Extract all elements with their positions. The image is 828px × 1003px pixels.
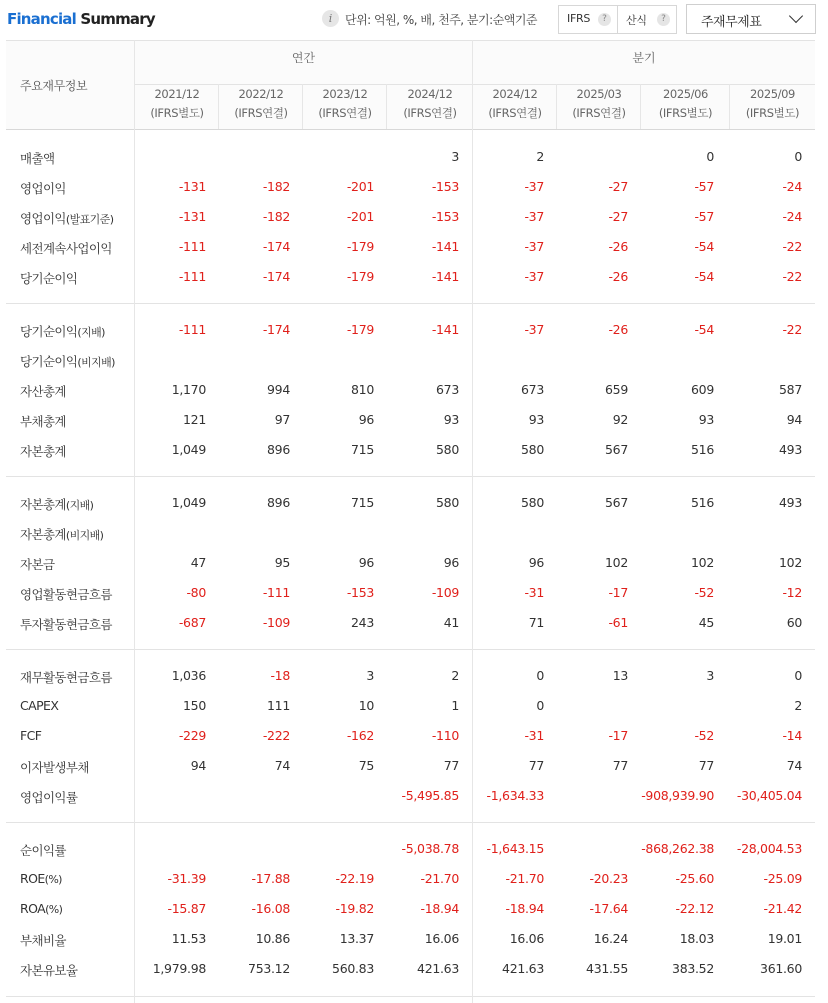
table-cell: 93 (698, 412, 714, 427)
table-cell: -52 (694, 728, 714, 743)
row-divider (6, 822, 815, 823)
row-label-text: 영업활동현금흐름 (20, 587, 112, 602)
table-cell: -182 (262, 209, 290, 224)
table-cell: -111 (262, 585, 290, 600)
row-label (20, 382, 66, 400)
table-cell: -22.12 (675, 901, 714, 916)
table-cell: 74 (786, 758, 802, 773)
financial-summary-table (6, 40, 815, 1003)
row-label (20, 615, 112, 633)
table-cell: 431.55 (586, 961, 628, 976)
table-cell: 1,049 (171, 495, 206, 510)
table-cell: 715 (351, 442, 374, 457)
row-label-text: 당기순이익 (20, 324, 78, 339)
table-cell: 11.53 (171, 931, 206, 946)
row-label (20, 871, 62, 886)
row-label-text: ROE (20, 871, 45, 886)
table-cell: -687 (178, 615, 206, 630)
table-cell: 896 (267, 495, 290, 510)
table-cell: -5,495.85 (401, 788, 459, 803)
table-cell: -109 (262, 615, 290, 630)
column-header[interactable] (219, 85, 303, 123)
row-label (20, 412, 66, 430)
table-cell: 95 (274, 555, 290, 570)
table-cell: -179 (346, 269, 374, 284)
row-label (20, 841, 66, 859)
row-label-suffix: (%) (45, 903, 63, 916)
table-cell: -111 (178, 269, 206, 284)
table-cell: -37 (524, 179, 544, 194)
row-label-text: 당기순이익 (20, 271, 78, 286)
table-cell: 3 (451, 149, 459, 164)
table-cell: 994 (267, 382, 290, 397)
table-cell: 92 (612, 412, 628, 427)
help-icon[interactable]: ? (598, 13, 611, 26)
table-cell: 0 (794, 149, 802, 164)
table-cell: -229 (178, 728, 206, 743)
table-cell: 77 (528, 758, 544, 773)
table-cell: 580 (436, 495, 459, 510)
table-cell: 75 (358, 758, 374, 773)
table-cell: 0 (536, 668, 544, 683)
group-annual-label: 연간 (291, 51, 316, 65)
table-cell: 111 (267, 698, 290, 713)
table-cell: 77 (698, 758, 714, 773)
table-cell: -1,634.33 (486, 788, 544, 803)
table-cell: 383.52 (672, 961, 714, 976)
table-cell: -201 (346, 209, 374, 224)
table-cell: -17 (608, 585, 628, 600)
table-cell: -17 (608, 728, 628, 743)
column-period: 2024/12 (407, 87, 453, 101)
chevron-down-icon (789, 9, 803, 23)
table-cell: -174 (262, 239, 290, 254)
table-cell: -57 (694, 209, 714, 224)
table-cell: -21.42 (763, 901, 802, 916)
table-cell: -24 (782, 179, 802, 194)
table-cell: -20.23 (589, 871, 628, 886)
table-cell: -908,939.90 (641, 788, 714, 803)
row-label (20, 931, 66, 949)
row-label (20, 525, 103, 543)
table-cell: 361.60 (760, 961, 802, 976)
row-label-text: 재무활동현금흐름 (20, 670, 112, 685)
row-label-text: 자산총계 (20, 384, 66, 399)
column-period: 2021/12 (154, 87, 200, 101)
unit-text: 단위: 억원, %, 배, 천주, 분기:순액기준 (345, 13, 538, 27)
table-cell: 715 (351, 495, 374, 510)
table-cell: 13.37 (339, 931, 374, 946)
formula-toggle-button[interactable] (618, 5, 677, 34)
table-cell: 493 (779, 495, 802, 510)
table-cell: 587 (779, 382, 802, 397)
table-cell: 47 (190, 555, 206, 570)
row-divider (6, 996, 815, 997)
table-cell: -25.09 (763, 871, 802, 886)
row-label (20, 758, 89, 776)
table-cell: 96 (358, 555, 374, 570)
row-label (20, 209, 113, 227)
ifrs-label: IFRS (567, 12, 590, 25)
title-highlight: Financial (7, 10, 76, 28)
table-cell: 0 (706, 149, 714, 164)
table-cell: -26 (608, 322, 628, 337)
column-basis: (IFRS연결) (572, 106, 626, 120)
column-divider (134, 40, 135, 1003)
table-cell: -22 (782, 269, 802, 284)
table-cell: 2 (451, 668, 459, 683)
table-cell: 93 (528, 412, 544, 427)
table-cell: 1 (451, 698, 459, 713)
table-cell: 0 (794, 668, 802, 683)
row-label (20, 269, 77, 287)
row-label (20, 728, 41, 743)
column-period: 2024/12 (492, 87, 538, 101)
row-label-text: 이자발생부채 (20, 760, 89, 775)
column-header[interactable] (557, 85, 641, 123)
table-cell: 673 (436, 382, 459, 397)
row-label (20, 698, 58, 713)
table-cell: -52 (694, 585, 714, 600)
table-cell: 77 (443, 758, 459, 773)
table-cell: 10 (358, 698, 374, 713)
ifrs-toggle-button[interactable] (558, 5, 618, 34)
table-cell: 2 (536, 149, 544, 164)
row-label-text: 자본유보율 (20, 963, 78, 978)
column-basis: (IFRS연결) (234, 106, 288, 120)
table-cell: 516 (691, 495, 714, 510)
row-label (20, 961, 77, 979)
table-cell: -30,405.04 (736, 788, 802, 803)
table-cell: -179 (346, 239, 374, 254)
table-cell: -182 (262, 179, 290, 194)
table-cell: 2 (794, 698, 802, 713)
table-cell: 516 (691, 442, 714, 457)
table-cell: 421.63 (502, 961, 544, 976)
table-cell: 16.06 (509, 931, 544, 946)
table-cell: 1,036 (171, 668, 206, 683)
formula-label: 산식 (626, 14, 647, 27)
corner-label: 주요재무정보 (20, 79, 88, 93)
row-label (20, 322, 105, 340)
row-label (20, 352, 115, 370)
table-cell: 102 (779, 555, 802, 570)
table-cell: 93 (443, 412, 459, 427)
table-cell: 560.83 (332, 961, 374, 976)
table-cell: 3 (706, 668, 714, 683)
table-cell: -31.39 (167, 871, 206, 886)
statement-type-select[interactable] (686, 4, 816, 34)
table-cell: 102 (605, 555, 628, 570)
table-cell: -26 (608, 239, 628, 254)
table-cell: 74 (274, 758, 290, 773)
row-label-suffix: (지배) (77, 326, 105, 339)
column-period: 2025/03 (576, 87, 622, 101)
table-cell: -21.70 (420, 871, 459, 886)
table-cell: -22 (782, 239, 802, 254)
table-cell: -61 (608, 615, 628, 630)
help-icon[interactable]: ? (657, 13, 670, 26)
table-cell: 1,979.98 (152, 961, 206, 976)
row-label-text: 자본금 (20, 557, 55, 572)
table-cell: -222 (262, 728, 290, 743)
table-cell: 609 (691, 382, 714, 397)
table-cell: 102 (691, 555, 714, 570)
table-cell: 567 (605, 495, 628, 510)
table-cell: 97 (274, 412, 290, 427)
row-label-text: 세전계속사업이익 (20, 241, 112, 256)
table-cell: -179 (346, 322, 374, 337)
row-label-text: 자본총계 (20, 497, 66, 512)
row-label (20, 555, 54, 573)
info-icon[interactable]: i (322, 10, 339, 27)
table-cell: -54 (694, 269, 714, 284)
table-cell: -174 (262, 322, 290, 337)
column-basis: (IFRS별도) (658, 106, 713, 120)
table-cell: -54 (694, 239, 714, 254)
table-cell: -153 (431, 179, 459, 194)
column-divider (472, 40, 473, 1003)
column-header[interactable] (303, 85, 387, 123)
table-cell: -26 (608, 269, 628, 284)
table-cell: -37 (524, 322, 544, 337)
row-label-suffix: (발표기준) (65, 213, 114, 226)
table-cell: 659 (605, 382, 628, 397)
table-cell: -54 (694, 322, 714, 337)
table-cell: 243 (351, 615, 374, 630)
table-cell: 10.86 (255, 931, 290, 946)
table-cell: -28,004.53 (736, 841, 802, 856)
row-label (20, 788, 77, 806)
table-cell: 96 (528, 555, 544, 570)
table-cell: -37 (524, 269, 544, 284)
row-label-text: 영업이익 (20, 181, 66, 196)
statement-type-value: 주재무제표 (701, 15, 762, 30)
row-label-text: 자본총계 (20, 527, 66, 542)
column-header[interactable] (473, 85, 557, 123)
table-cell: 16.24 (593, 931, 628, 946)
row-label (20, 495, 93, 513)
table-cell: -17.64 (589, 901, 628, 916)
row-label-suffix: (%) (44, 873, 62, 886)
column-header[interactable] (641, 85, 730, 123)
table-cell: 45 (698, 615, 714, 630)
table-cell: -868,262.38 (641, 841, 714, 856)
row-label-text: 투자활동현금흐름 (20, 617, 112, 632)
table-cell: -12 (782, 585, 802, 600)
column-header[interactable] (387, 85, 473, 123)
row-label (20, 585, 112, 603)
table-cell: 567 (605, 442, 628, 457)
table-cell: -110 (431, 728, 459, 743)
column-basis: (IFRS연결) (318, 106, 372, 120)
row-label-text: 부채비율 (20, 933, 66, 948)
table-cell: -16.08 (251, 901, 290, 916)
table-cell: -21.70 (505, 871, 544, 886)
table-cell: 810 (351, 382, 374, 397)
table-cell: -141 (431, 322, 459, 337)
row-label-text: 순이익률 (20, 843, 66, 858)
column-period: 2023/12 (322, 87, 368, 101)
column-period: 2022/12 (238, 87, 284, 101)
column-header[interactable] (135, 85, 219, 123)
table-cell: -37 (524, 209, 544, 224)
table-cell: -131 (178, 209, 206, 224)
table-cell: 580 (521, 495, 544, 510)
table-cell: 421.63 (417, 961, 459, 976)
table-cell: 121 (183, 412, 206, 427)
table-cell: -111 (178, 322, 206, 337)
table-cell: 94 (786, 412, 802, 427)
table-cell: 580 (436, 442, 459, 457)
table-cell: 896 (267, 442, 290, 457)
table-cell: 493 (779, 442, 802, 457)
table-cell: -24 (782, 209, 802, 224)
row-divider (6, 129, 815, 130)
row-label-text: 영업이익 (20, 211, 66, 226)
row-label-text: 매출액 (20, 151, 55, 166)
table-cell: 71 (528, 615, 544, 630)
table-cell: -1,643.15 (486, 841, 544, 856)
table-cell: -131 (178, 179, 206, 194)
table-cell: -15.87 (167, 901, 206, 916)
column-period: 2025/06 (663, 87, 708, 101)
row-label (20, 901, 62, 916)
table-cell: -31 (524, 728, 544, 743)
table-cell: -201 (346, 179, 374, 194)
row-label-text: 당기순이익 (20, 354, 78, 369)
row-label-suffix: (비지배) (77, 356, 115, 369)
column-header[interactable] (730, 85, 815, 123)
table-cell: 94 (190, 758, 206, 773)
column-period: 2025/09 (750, 87, 795, 101)
table-cell: 96 (358, 412, 374, 427)
row-label-text: CAPEX (20, 698, 59, 713)
table-cell: -141 (431, 239, 459, 254)
table-cell: -57 (694, 179, 714, 194)
table-cell: 60 (786, 615, 802, 630)
table-cell: 753.12 (248, 961, 290, 976)
table-cell: -22 (782, 322, 802, 337)
column-basis: (IFRS별도) (745, 106, 800, 120)
table-cell: -14 (782, 728, 802, 743)
table-cell: -174 (262, 269, 290, 284)
table-cell: -5,038.78 (401, 841, 459, 856)
table-cell: -80 (186, 585, 206, 600)
column-basis: (IFRS별도) (150, 106, 204, 120)
table-cell: -25.60 (675, 871, 714, 886)
table-cell: -22.19 (335, 871, 374, 886)
table-cell: -19.82 (335, 901, 374, 916)
table-cell: 18.03 (679, 931, 714, 946)
table-cell: 13 (612, 668, 628, 683)
table-cell: 1,049 (171, 442, 206, 457)
summary-header (0, 0, 828, 40)
table-cell: -27 (608, 209, 628, 224)
row-label (20, 239, 112, 257)
row-divider (6, 649, 815, 650)
row-label-text: ROA (20, 901, 46, 916)
row-label-text: 영업이익률 (20, 790, 78, 805)
table-cell: 96 (443, 555, 459, 570)
table-cell: -37 (524, 239, 544, 254)
column-basis: (IFRS연결) (488, 106, 542, 120)
table-cell: -162 (346, 728, 374, 743)
table-cell: 16.06 (424, 931, 459, 946)
table-cell: 77 (612, 758, 628, 773)
row-label (20, 442, 66, 460)
row-label-text: 자본총계 (20, 444, 66, 459)
table-cell: 19.01 (767, 931, 802, 946)
title-text: Summary (75, 10, 155, 28)
table-cell: 0 (536, 698, 544, 713)
table-cell: -18 (270, 668, 290, 683)
row-label-text: 부채총계 (20, 414, 66, 429)
row-divider (6, 303, 815, 304)
group-quarter-label: 분기 (632, 51, 656, 65)
section-title (7, 10, 155, 28)
table-cell: 673 (521, 382, 544, 397)
row-divider (6, 476, 815, 477)
table-cell: -27 (608, 179, 628, 194)
table-cell: -111 (178, 239, 206, 254)
row-label (20, 668, 112, 686)
table-cell: 150 (183, 698, 206, 713)
table-cell: 41 (443, 615, 459, 630)
row-label (20, 149, 54, 167)
table-cell: -18.94 (420, 901, 459, 916)
table-cell: 1,170 (171, 382, 206, 397)
column-basis: (IFRS연결) (403, 106, 457, 120)
table-cell: 3 (366, 668, 374, 683)
table-cell: -141 (431, 269, 459, 284)
table-cell: -31 (524, 585, 544, 600)
table-cell: -153 (346, 585, 374, 600)
row-label-suffix: (비지배) (65, 529, 104, 542)
table-cell: -153 (431, 209, 459, 224)
row-label (20, 179, 66, 197)
row-label-suffix: (지배) (65, 499, 94, 512)
row-divider (6, 40, 815, 41)
table-cell: -18.94 (505, 901, 544, 916)
table-cell: 580 (521, 442, 544, 457)
table-cell: -109 (431, 585, 459, 600)
table-cell: -17.88 (251, 871, 290, 886)
row-label-text: FCF (20, 728, 42, 743)
